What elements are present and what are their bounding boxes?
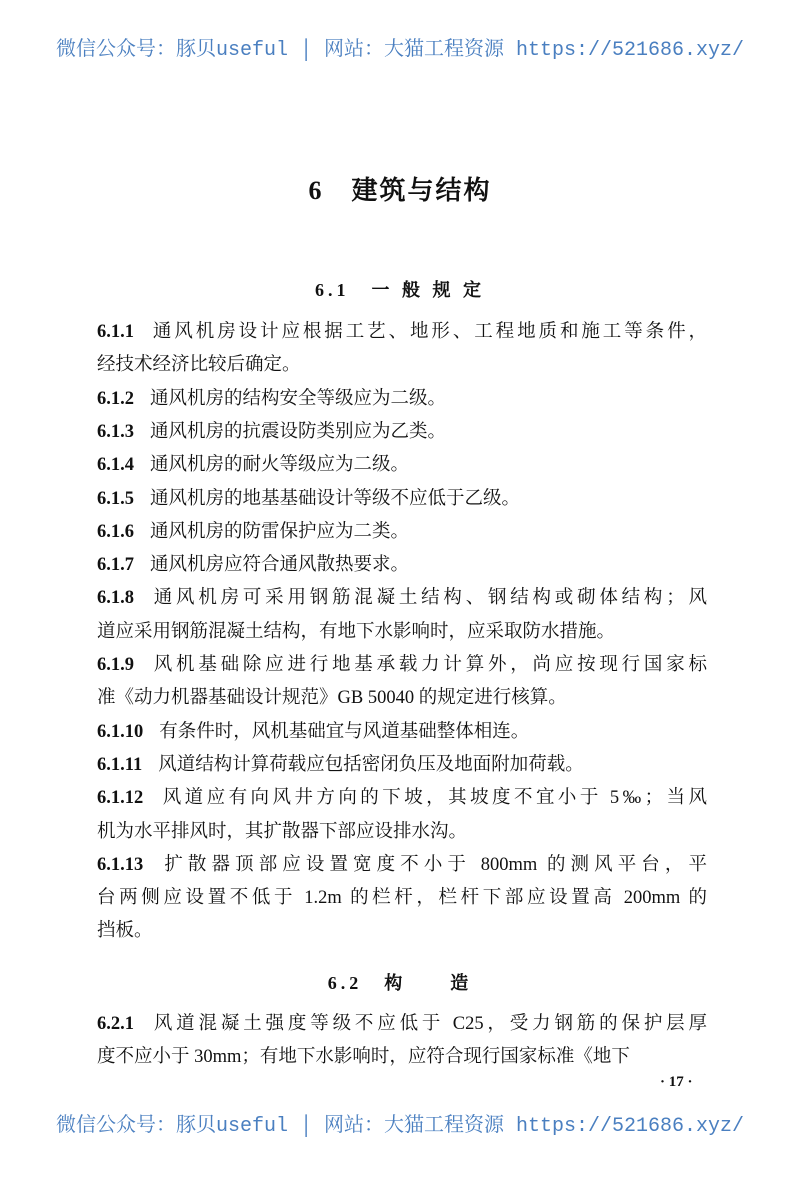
watermark-header: 微信公众号：豚贝useful │ 网站：大猫工程资源 https://521686.xyz/ <box>55 39 745 62</box>
clause-text: 风道应有向风井方向的下坡，其坡度不宜小于 5‰；当风 <box>159 788 707 809</box>
clause-number: 6.1.2 <box>97 388 134 409</box>
chapter-title: 6 建筑与结构 <box>308 176 492 205</box>
clause-text: 扩散器顶部应设置宽度不小于 800mm 的测风平台，平 <box>159 854 707 875</box>
clause-text: 通风机房的防雷保护应为二类。 <box>150 521 410 542</box>
clause-number: 6.2.1 <box>97 1014 134 1034</box>
clause-number: 6.1.10 <box>97 721 144 742</box>
clause-number: 6.1.13 <box>97 854 144 875</box>
clause-line <box>97 349 707 382</box>
clause-line <box>97 316 707 349</box>
clause-number: 6.1.12 <box>97 788 144 809</box>
clause-line <box>97 616 707 649</box>
clause-text: 准《动力机器基础设计规范》GB 50040 的规定进行核算。 <box>97 688 567 709</box>
clause-number: 6.1.11 <box>97 754 143 775</box>
section-title-6-1: 6.1 一 般 规 定 <box>315 280 485 300</box>
clause-number: 6.1.7 <box>97 555 134 576</box>
clause-number: 6.1.5 <box>97 488 134 509</box>
clause-text: 度不应小于 30mm；有地下水影响时，应符合现行国家标准《地下 <box>97 1047 630 1068</box>
clause-text: 通风机房的抗震设防类别应为乙类。 <box>150 421 447 442</box>
clause-line <box>97 915 707 948</box>
clause-text: 道应采用钢筋混凝土结构，有地下水影响时，应采取防水措施。 <box>97 621 616 642</box>
clause-text: 通风机房设计应根据工艺、地形、工程地质和施工等条件， <box>150 322 707 342</box>
clause-line <box>97 682 707 715</box>
clause-text: 通风机房的结构安全等级应为二级。 <box>150 388 447 409</box>
clause-line <box>97 383 707 416</box>
clause-number: 6.1.6 <box>97 521 134 542</box>
clause-line <box>97 549 707 582</box>
watermark-footer: 微信公众号：豚贝useful │ 网站：大猫工程资源 https://521686.xyz/ <box>55 1115 745 1138</box>
clause-text: 机为水平排风时，其扩散器下部应设排水沟。 <box>97 821 468 842</box>
clause-text: 风道结构计算荷载应包括密闭负压及地面附加荷载。 <box>158 754 584 775</box>
clause-line <box>97 749 707 782</box>
clause-text: 通风机房可采用钢筋混凝土结构、钢结构或砌体结构；风 <box>150 588 707 609</box>
clause-line <box>97 882 707 915</box>
clause-line <box>97 449 707 482</box>
clause-number: 6.1.3 <box>97 421 134 442</box>
clause-text: 挡板。 <box>97 921 153 942</box>
clause-text: 通风机房的耐火等级应为二级。 <box>150 455 410 476</box>
clause-line <box>97 1008 707 1041</box>
page-number: · 17 · <box>660 1074 693 1090</box>
clause-line <box>97 516 707 549</box>
clause-line <box>97 1041 707 1074</box>
clause-line <box>97 849 707 882</box>
clause-text: 台两侧应设置不低于 1.2m 的栏杆，栏杆下部应设置高 200mm 的 <box>97 888 707 909</box>
clause-line <box>97 816 707 849</box>
clause-line <box>97 483 707 516</box>
clause-number: 6.1.8 <box>97 588 134 609</box>
clause-text: 经技术经济比较后确定。 <box>97 355 301 376</box>
clause-number: 6.1.1 <box>97 322 134 342</box>
clause-text: 风机基础除应进行地基承载力计算外，尚应按现行国家标 <box>150 655 707 675</box>
clause-text: 有条件时，风机基础宜与风道基础整体相连。 <box>159 721 530 742</box>
clause-text: 风道混凝土强度等级不应低于 C25，受力钢筋的保护层厚 <box>150 1014 707 1034</box>
clause-line <box>97 716 707 749</box>
clause-number: 6.1.4 <box>97 455 134 476</box>
clause-text: 通风机房的地基基础设计等级不应低于乙级。 <box>150 488 521 509</box>
clause-line <box>97 782 707 815</box>
section-title-6-2: 6.2 构 造 <box>327 973 473 993</box>
clause-line <box>97 582 707 615</box>
clause-number: 6.1.9 <box>97 655 134 675</box>
clause-line <box>97 649 707 682</box>
clause-line <box>97 416 707 449</box>
clause-text: 通风机房应符合通风散热要求。 <box>150 555 410 576</box>
